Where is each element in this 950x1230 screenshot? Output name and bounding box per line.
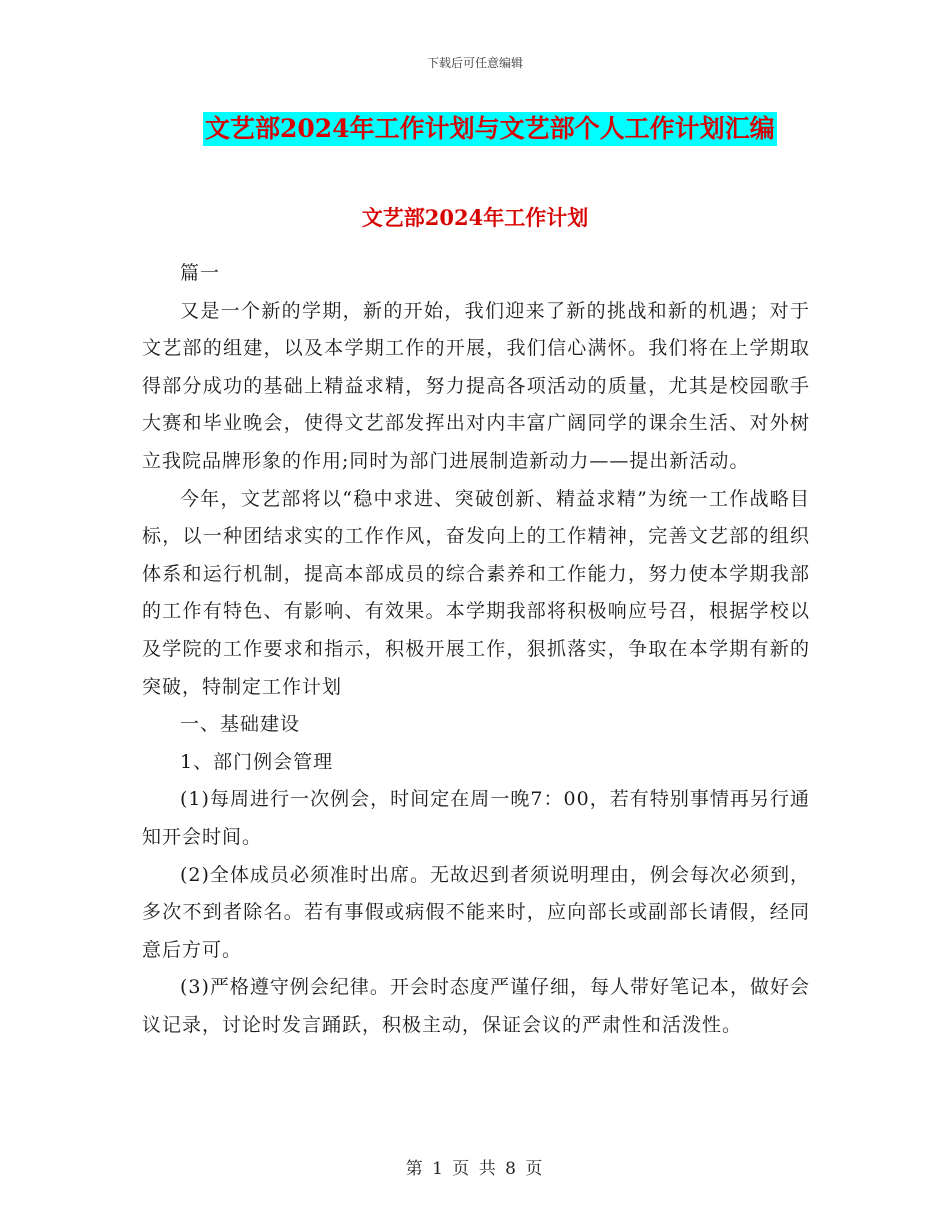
list-item: (2)全体成员必须准时出席。无故迟到者须说明理由，例会每次必须到，多次不到者除名。若有事假或病假不能来时，应向部长或副部长请假，经同意后方可。 <box>142 863 810 961</box>
section-title: 文艺部2024年工作计划 <box>361 205 589 230</box>
paragraph: 今年，文艺部将以“稳中求进、突破创新、精益求精”为统一工作战略目标，以一种团结求实的工作作风，奋发向上的工作精神，完善文艺部的组织体系和运行机制，提高本部成员的综合素养和工作能力，努力使本学期我部的工作有特色、有影响、有效果。本学期我部将积极响应号召，根据学校以及学院的工作要求和指示，积极开展工作，狠抓落实，争取在本学期有新的突破，特制定工作计划 <box>142 487 810 698</box>
download-note: 下载后可任意编辑 <box>426 56 523 70</box>
list-item: (3)严格遵守例会纪律。开会时态度严谨仔细，每人带好笔记本，做好会议记录，讨论时发言踊跃，积极主动，保证会议的严肃性和活泼性。 <box>142 976 810 1036</box>
section-heading: 一、基础建设 <box>180 713 301 736</box>
paragraph-part-label: 篇一 <box>180 262 221 284</box>
page-number: 第 1 页 共 8 页 <box>405 1159 545 1179</box>
subsection-heading: 1、部门例会管理 <box>180 750 334 773</box>
paragraph: 又是一个新的学期，新的开始，我们迎来了新的挑战和新的机遇；对于文艺部的组建，以及本学期工作的开展，我们信心满怀。我们将在上学期取得部分成功的基础上精益求精，努力提高各项活动的质量，尤其是校园歌手大赛和毕业晚会，使得文艺部发挥出对内丰富广阔同学的课余生活、对外树立我院品牌形象的作用;同时为部门进展制造新动力——提出新活动。 <box>142 299 810 472</box>
document-body <box>142 255 810 1044</box>
document-main-title: 文艺部2024年工作计划与文艺部个人工作计划汇编 <box>203 112 777 146</box>
list-item: (1)每周进行一次例会，时间定在周一晚7：00，若有特别事情再另行通知开会时间。 <box>142 788 810 848</box>
